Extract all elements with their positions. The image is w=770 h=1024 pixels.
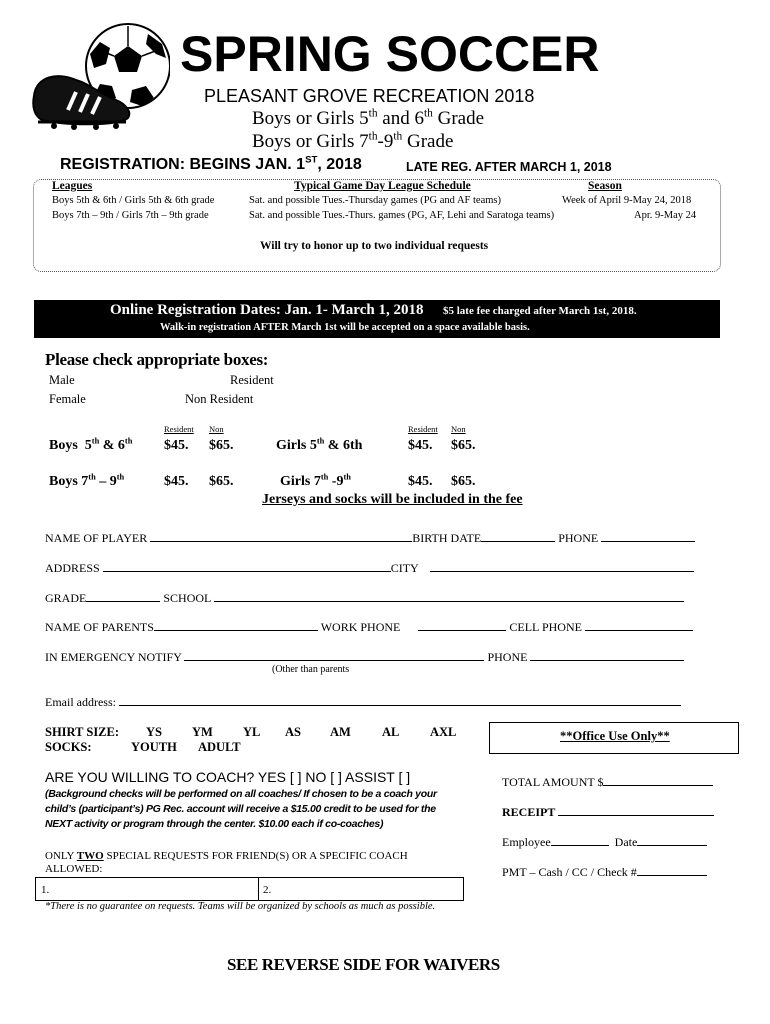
request-slot-2-label: 2.	[263, 884, 272, 896]
jerseys-note: Jerseys and socks will be included in the fee	[262, 492, 523, 507]
schedule-row-2: Sat. and possible Tues.-Thurs. games (PG, AF, Lehi and Saratoga teams)	[249, 210, 555, 221]
boys-5-6-non-price[interactable]: $65.	[209, 438, 234, 453]
phone-field[interactable]	[601, 530, 695, 542]
girls-5-6-non-price[interactable]: $65.	[451, 438, 476, 453]
boys-7-9-resident-price[interactable]: $45.	[164, 474, 189, 489]
shirt-size-yl[interactable]: YL	[243, 725, 261, 739]
boys-5-6-resident-price[interactable]: $45.	[164, 438, 189, 453]
receipt-row: RECEIPT	[502, 804, 714, 820]
reverse-side-note: SEE REVERSE SIDE FOR WAIVERS	[227, 955, 500, 974]
league-row-2: Boys 7th – 9th / Girls 7th – 9th grade	[52, 210, 209, 221]
payment-row: PMT – Cash / CC / Check #	[502, 864, 707, 880]
date-field[interactable]	[637, 834, 707, 846]
resident-checkbox[interactable]: Resident	[230, 373, 274, 387]
birth-date-field[interactable]	[481, 530, 555, 542]
requests-note: Will try to honor up to two individual requests	[260, 240, 489, 252]
non-column-label: Non	[209, 424, 224, 434]
email-field[interactable]	[119, 694, 681, 706]
grade-line-2: Boys or Girls 7th-9th Grade	[252, 130, 454, 152]
shirt-size-axl[interactable]: AXL	[430, 725, 457, 739]
girls-5-6-label: Girls 5th & 6th	[276, 436, 363, 453]
boys-7-9-label: Boys 7th – 9th	[49, 472, 125, 489]
check-boxes-heading: Please check appropriate boxes:	[45, 350, 269, 369]
request-slot-1-label: 1.	[41, 884, 50, 896]
address-row: ADDRESS CITY	[45, 560, 694, 576]
girls-5-6-resident-price[interactable]: $45.	[408, 438, 433, 453]
player-name-field[interactable]	[150, 530, 412, 542]
shirt-size-ym[interactable]: YM	[192, 725, 213, 739]
total-amount-row: TOTAL AMOUNT $	[502, 774, 713, 790]
employee-date-row: Employee Date	[502, 834, 707, 850]
request-slot-1[interactable]	[35, 877, 259, 901]
schedule-box	[33, 179, 721, 272]
male-checkbox[interactable]: Male	[49, 373, 75, 387]
female-checkbox[interactable]: Female	[49, 392, 86, 406]
walk-in-note: Walk-in registration AFTER March 1st will be accepted on a space available basis.	[160, 322, 530, 333]
requests-disclaimer: *There is no guarantee on requests. Teams will be organized by schools as much as possible.	[45, 901, 436, 912]
parents-name-field[interactable]	[154, 619, 318, 631]
parents-row: NAME OF PARENTS WORK PHONE CELL PHONE	[45, 619, 693, 635]
girls-7-9-label: Girls 7th -9th	[280, 472, 351, 489]
season-row-1: Week of April 9-May 24, 2018	[562, 195, 692, 206]
emergency-phone-field[interactable]	[530, 649, 684, 661]
schedule-row-1: Sat. and possible Tues.-Thursday games (PG and AF teams)	[249, 195, 501, 206]
emergency-contact-field[interactable]	[184, 649, 484, 661]
non-column-label-2: Non	[451, 424, 466, 434]
address-field[interactable]	[103, 560, 391, 572]
boys-7-9-non-price[interactable]: $65.	[209, 474, 234, 489]
request-slot-2[interactable]	[257, 877, 464, 901]
work-phone-field[interactable]	[418, 619, 506, 631]
special-requests-line-2: ALLOWED:	[45, 863, 103, 875]
player-name-row: NAME OF PLAYER BIRTH DATE PHONE	[45, 530, 695, 546]
coach-question[interactable]: ARE YOU WILLING TO COACH? YES [ ] NO [ ] ASSIST [ ]	[45, 769, 411, 785]
shirt-size-label: SHIRT SIZE:	[45, 725, 120, 739]
boys-5-6-label: Boys 5th & 6th	[49, 436, 133, 453]
page-title: SPRING SOCCER	[180, 26, 600, 82]
emergency-row: IN EMERGENCY NOTIFY PHONE	[45, 649, 684, 665]
late-fee-note: $5 late fee charged after March 1st, 2018.	[443, 305, 637, 317]
resident-column-label: Resident	[164, 424, 194, 434]
league-row-1: Boys 5th & 6th / Girls 5th & 6th grade	[52, 195, 215, 206]
socks-label: SOCKS:	[45, 740, 92, 754]
check-number-field[interactable]	[637, 864, 707, 876]
grade-field[interactable]	[86, 590, 160, 602]
online-registration-dates: Online Registration Dates: Jan. 1- March 1, 2018	[110, 302, 424, 318]
coach-note-3: NEXT activity or program through the center. $10.00 each if co-coaches)	[45, 818, 384, 830]
organization-name: PLEASANT GROVE RECREATION 2018	[204, 86, 535, 106]
season-row-2: Apr. 9-May 24	[634, 210, 697, 221]
girls-7-9-non-price[interactable]: $65.	[451, 474, 476, 489]
shirt-size-al[interactable]: AL	[382, 725, 400, 739]
grade-line-1: Boys or Girls 5th and 6th Grade	[252, 107, 485, 129]
coach-note-2: child’s (participant’s) PG Rec. account will receive a $15.00 credit to be used for the	[45, 803, 436, 815]
shirt-size-ys[interactable]: YS	[146, 725, 162, 739]
soccer-ball-cleat-icon	[28, 14, 170, 132]
leagues-header: Leagues	[52, 180, 93, 192]
late-registration: LATE REG. AFTER MARCH 1, 2018	[406, 160, 612, 174]
office-use-title: **Office Use Only**	[560, 729, 670, 743]
season-header: Season	[588, 180, 622, 192]
email-row: Email address:	[45, 694, 681, 710]
other-than-parents: (Other than parents	[272, 664, 350, 675]
non-resident-checkbox[interactable]: Non Resident	[185, 392, 254, 406]
registration-begins: REGISTRATION: BEGINS JAN. 1ST, 2018	[60, 154, 362, 173]
socks-adult[interactable]: ADULT	[198, 740, 241, 754]
special-requests-line-1: ONLY TWO SPECIAL REQUESTS FOR FRIEND(S) OR A SPECIFIC COACH	[45, 850, 408, 862]
school-field[interactable]	[214, 590, 684, 602]
shirt-size-as[interactable]: AS	[285, 725, 301, 739]
shirt-size-am[interactable]: AM	[330, 725, 351, 739]
cell-phone-field[interactable]	[585, 619, 693, 631]
girls-7-9-resident-price[interactable]: $45.	[408, 474, 433, 489]
coach-note-1: (Background checks will be performed on all coaches/ If chosen to be a coach your	[45, 788, 437, 800]
grade-row: GRADE SCHOOL	[45, 590, 684, 606]
receipt-field[interactable]	[558, 804, 714, 816]
total-amount-field[interactable]	[603, 774, 713, 786]
socks-youth[interactable]: YOUTH	[131, 740, 177, 754]
employee-field[interactable]	[551, 834, 609, 846]
city-field[interactable]	[430, 560, 694, 572]
schedule-header: Typical Game Day League Schedule	[294, 180, 471, 192]
resident-column-label-2: Resident	[408, 424, 438, 434]
